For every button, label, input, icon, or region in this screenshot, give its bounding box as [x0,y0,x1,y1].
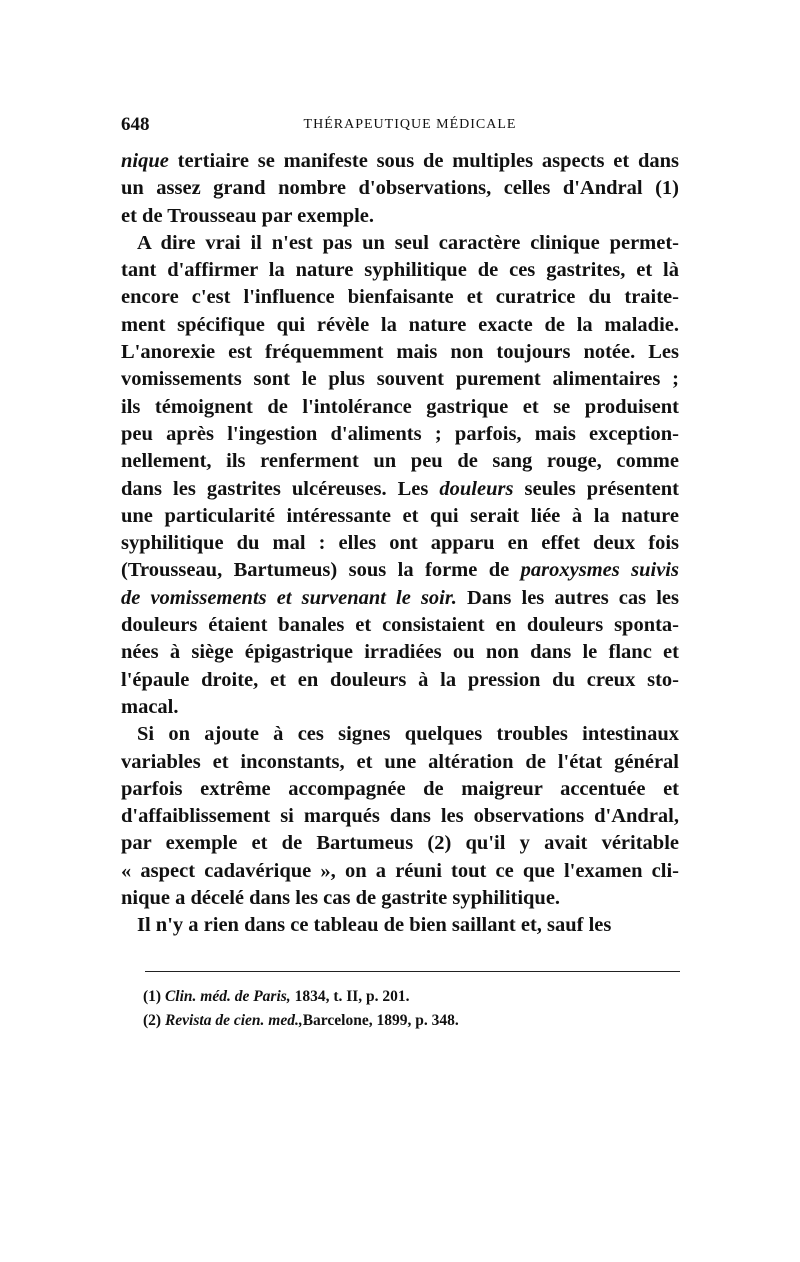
italic-segment: de vomissements et survenant le soir. [121,586,457,609]
text-line [121,585,679,612]
text-line [121,421,679,448]
text-line [121,148,679,175]
footnote-source: Clin. méd. de Paris, [164,988,291,1005]
text-line [121,749,679,776]
italic-segment: nique [121,150,169,172]
text-segment: L'anorexie est fréquemment mais non toujours notée. Les [121,341,679,364]
text-segment: encore c'est l'influence bienfaisante et curatrice du traite- [121,286,679,309]
footnote-source: Revista de cien. med., [164,1012,303,1029]
footnote-number: (1) [143,988,165,1005]
text-segment: macal. [121,695,179,718]
text-segment: peu après l'ingestion d'aliments ; parfois, mais exception- [121,422,679,445]
footnote-2 [143,1009,663,1033]
text-line [121,175,679,202]
footnotes [143,985,663,1033]
italic-segment: douleurs [439,477,514,500]
text-segment: seules présentent [513,477,680,500]
text-segment: tertiaire se manifeste sous de multiples aspects et dans [168,150,679,172]
text-segment: nellement, ils renferment un peu de sang rouge, comme [121,450,679,473]
page-header [121,114,679,138]
text-line [121,312,679,339]
text-line [121,257,679,284]
text-line [121,284,679,311]
text-line [121,912,679,939]
footnote-divider [145,971,680,972]
text-segment: (Trousseau, Bartumeus) sous la forme de [121,559,521,582]
text-line [121,476,679,503]
text-line [121,366,679,393]
text-segment: ils témoignent de l'intolérance gastrique et se produisent [121,395,679,418]
text-segment: Dans les autres cas les [456,586,679,609]
text-segment: nique a décelé dans les cas de gastrite syphilitique. [121,887,561,910]
text-segment: une particularité intéressante et qui serait liée à la nature [121,504,679,527]
text-line [121,803,679,830]
text-segment: par exemple et de Bartumeus (2) qu'il y avait véritable [121,832,679,855]
text-segment: variables et inconstants, et une altération de l'état général [121,750,679,773]
text-segment: douleurs étaient banales et consistaient en douleurs sponta- [121,614,679,637]
text-line [121,667,679,694]
text-line [121,339,679,366]
text-line [121,530,679,557]
text-line [121,230,679,257]
text-line [121,203,679,230]
text-line [121,639,679,666]
text-segment: dans les gastrites ulcéreuses. Les [121,477,440,500]
text-segment: ment spécifique qui révèle la nature exacte de la maladie. [121,313,679,336]
body-text [121,148,679,940]
text-segment: l'épaule droite, et en douleurs à la pression du creux sto- [121,668,679,691]
text-segment: A dire vrai il n'est pas un seul caractère clinique permet- [137,231,679,254]
text-line [121,858,679,885]
text-line [121,885,679,912]
text-line [121,394,679,421]
text-line [121,776,679,803]
text-line [121,503,679,530]
footnote-reference: Barcelone, 1899, p. 348. [302,1012,459,1029]
text-line [121,612,679,639]
text-line [121,694,679,721]
footnote-reference: 1834, t. II, p. 201. [290,988,410,1005]
text-segment: vomissements sont le plus souvent purement alimentaires ; [121,368,679,391]
text-segment: un assez grand nombre d'observations, celles d'Andral (1) [121,177,679,200]
text-segment: Si on ajoute à ces signes quelques troubles intestinaux [137,723,679,746]
text-line [121,448,679,475]
text-segment: d'affaiblissement si marqués dans les observations d'Andral, [121,805,679,828]
text-segment: nées à siège épigastrique irradiées ou non dans le flanc et [121,641,679,664]
running-title: THÉRAPEUTIQUE MÉDICALE [303,117,517,132]
text-line [121,830,679,857]
text-segment: parfois extrême accompagnée de maigreur accentuée et [121,777,679,800]
text-segment: et de Trousseau par exemple. [121,204,375,227]
page-number: 648 [121,114,150,135]
footnote-1 [143,985,663,1009]
text-segment: Il n'y a rien dans ce tableau de bien saillant et, sauf les [137,914,612,937]
footnote-number: (2) [143,1012,165,1029]
text-segment: syphilitique du mal : elles ont apparu en effet deux fois [121,532,679,555]
text-segment: « aspect cadavérique », on a réuni tout ce que l'examen cli- [121,859,679,882]
italic-segment: paroxysmes suivis [520,559,679,582]
text-segment: tant d'affirmer la nature syphilitique de ces gastrites, et là [121,259,679,282]
text-line [121,557,679,584]
text-line [121,721,679,748]
